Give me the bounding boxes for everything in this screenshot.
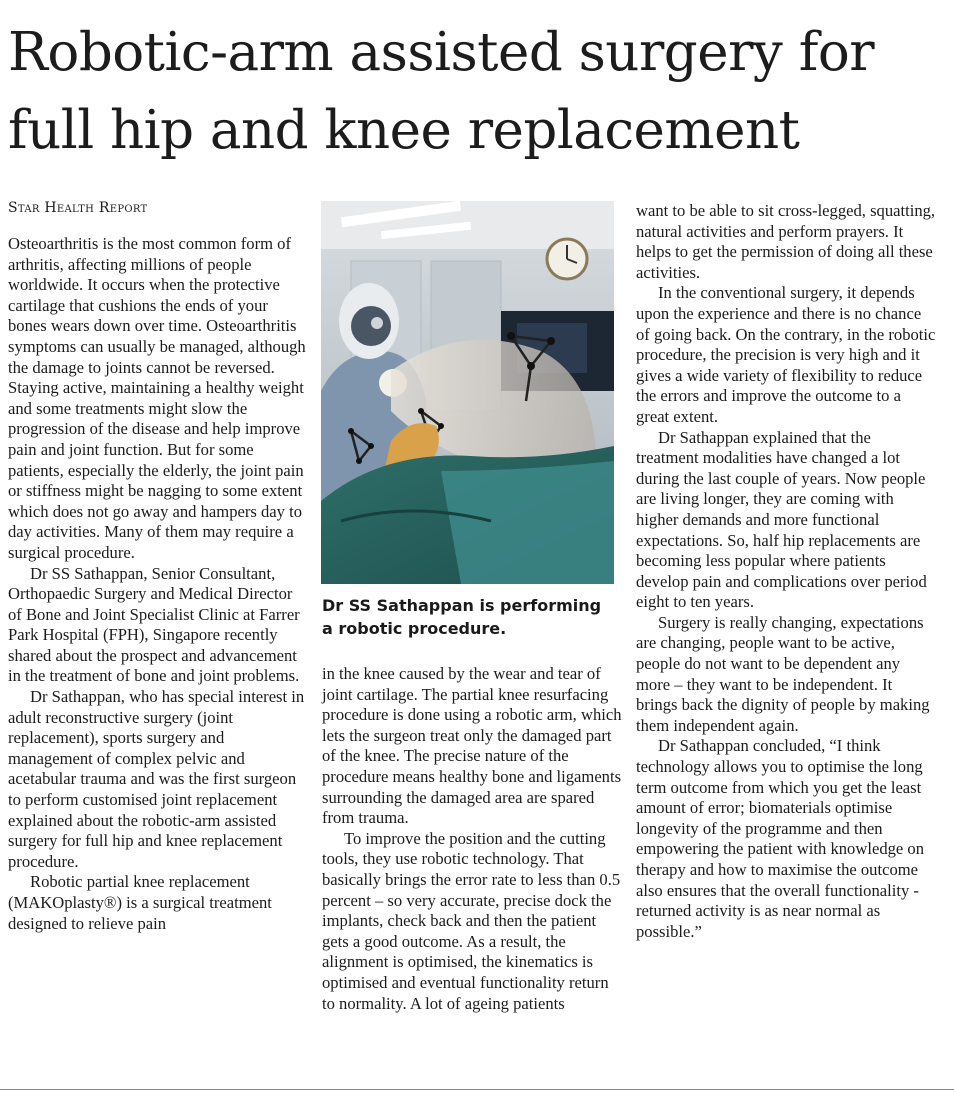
paragraph: Dr Sathappan, who has special interest in adult reconstructive surgery (joint replacement), sports surgery and management of complex pelvic and acetabular trauma and was the first surgeon to perform customised joint replacement explained about the robotic-arm assisted surgery for full hip and knee replacement procedure. xyxy=(8,687,305,871)
paragraph: Robotic partial knee replacement (MAKOplasty®) is a surgical treatment designed to relieve pain xyxy=(8,872,272,933)
article-column-2 xyxy=(322,664,622,1014)
photo-caption: Dr SS Sathappan is performing a robotic procedure. xyxy=(322,596,602,638)
paragraph: Osteoarthritis is the most common form of arthritis, affecting millions of people worldwide. It occurs when the protective cartilage that cushions the ends of your bones wears down over time. Osteoarthritis symptoms can usually be managed, although the damage to joints cannot be reversed. Staying active, maintaining a healthy weight and some treatments might slow the progression of the disease and help improve pain and joint function. But for some patients, especially the elderly, the joint pain or stiffness might be nagging to some extent which does not go away and hampers day to day activities. Many of them may require a surgical procedure. xyxy=(8,234,306,562)
surgery-photo xyxy=(321,201,614,584)
article-column-3 xyxy=(636,201,936,942)
operating-room-illustration xyxy=(321,201,614,584)
paragraph: Dr Sathappan explained that the treatment modalities have changed a lot during the last couple of years. Now people are living longer, they are coming with higher demands and more functional expectations. So, half hip replacements are becoming less popular where patients develop pain and complications over period eight to ten years. xyxy=(636,427,927,612)
paragraph: in the knee caused by the wear and tear of joint cartilage. The partial knee resurfacing procedure is done using a robotic arm, which lets the surgeon treat only the damaged part of the knee. The precise nature of the procedure means healthy bone and ligaments surrounding the damaged area are spared from trauma. xyxy=(322,664,622,828)
byline: Star Health Report xyxy=(8,200,148,216)
bottom-rule xyxy=(0,1089,954,1090)
paragraph: Surgery is really changing, expectations are changing, people want to be active, people do not want to be dependent any more – they want to be independent. It brings back the dignity of people by making them independent again. xyxy=(636,612,930,735)
paragraph: To improve the position and the cutting tools, they use robotic technology. That basically brings the error rate to less than 0.5 percent – so very accurate, precise dock the implants, check back and then the patient gets a good outcome. As a result, the alignment is optimised, the kinematics is optimised and eventual functionality return to normality. A lot of ageing patients xyxy=(322,828,621,1013)
paragraph: In the conventional surgery, it depends upon the experience and there is no chance of going back. On the contrary, in the robotic procedure, the precision is very high and it gives a wide variety of flexibility to reduce the errors and improve the outcome to a great extent. xyxy=(636,283,936,426)
paragraph: Dr Sathappan concluded, “I think technology allows you to optimise the long term outcome from which you get the least amount of error; biomaterials optimise longevity of the programme and then empowering the patient with knowledge on therapy and how to maximise the outcome also ensures that the overall functionality - returned activity is as near normal as possible.” xyxy=(636,736,925,941)
headline: Robotic-arm assisted surgery for full hip and knee replacement xyxy=(8,22,875,161)
article-column-1 xyxy=(8,234,308,934)
paragraph: want to be able to sit cross-legged, squatting, natural activities and perform prayers. It helps to get the permission of doing all these activities. xyxy=(636,201,936,282)
paragraph: Dr SS Sathappan, Senior Consultant, Orthopaedic Surgery and Medical Director of Bone and Joint Specialist Clinic at Farrer Park Hospital (FPH), Singapore recently shared about the prospect and advancement in the treatment of bone and joint problems. xyxy=(8,563,300,686)
